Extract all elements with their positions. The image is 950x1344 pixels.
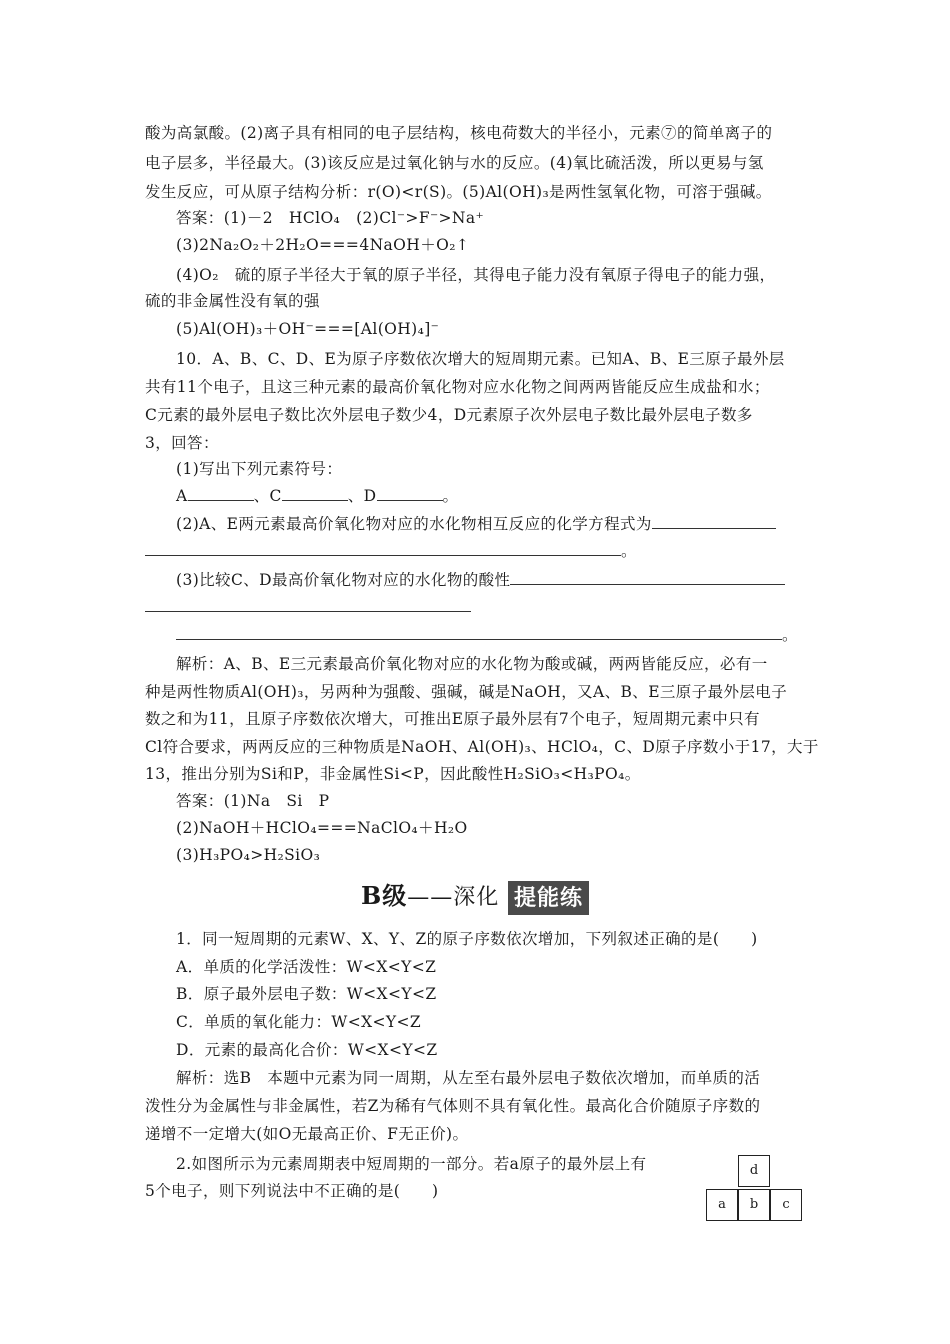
analysis-line: 种是两性物质Al(OH)₃，另两种为强酸、强碱，碱是NaOH，又A、B、E三原子最外层电子	[145, 683, 788, 701]
analysis-line: 数之和为11，且原子序数依次增大，可推出E原子最外层有7个电子，短周期元素中只有	[145, 710, 760, 728]
heading-highlight: 提能练	[508, 881, 589, 915]
answer-line: (3)2Na₂O₂＋2H₂O===4NaOH＋O₂↑	[176, 236, 470, 254]
question-10-part3	[176, 570, 841, 590]
option-a: A．单质的化学活泼性：W<X<Y<Z	[176, 958, 437, 976]
answer-blank[interactable]	[176, 625, 782, 640]
period: 。	[782, 626, 798, 644]
answer-line: (3)H₃PO₄>H₂SiO₃	[176, 846, 321, 864]
question-10-line: 10．A、B、C、D、E为原子序数依次增大的短周期元素。已知A、B、E三原子最外层	[176, 350, 785, 368]
cell-c: c	[770, 1189, 802, 1221]
analysis-line: 解析：选B 本题中元素为同一周期，从左至右最外层电子数依次增加，而单质的活	[176, 1069, 761, 1087]
question-10-part2	[176, 514, 841, 534]
heading-dash: ——	[407, 885, 454, 910]
heading-sub: 深化	[453, 885, 500, 910]
period: 。	[442, 487, 459, 505]
answer-line: 答案：(1)Na Si P	[176, 792, 330, 810]
option-d: D．元素的最高化合价：W<X<Y<Z	[176, 1041, 438, 1059]
question-text: (3)比较C、D最高价氧化物对应的水化物的酸性	[176, 571, 511, 589]
period: 。	[621, 542, 637, 560]
analysis-line: 13，推出分别为Si和P，非金属性Si<P，因此酸性H₂SiO₃<H₃PO₄。	[145, 765, 641, 783]
option-c: C．单质的氧化能力：W<X<Y<Z	[176, 1013, 422, 1031]
label-d: 、D	[347, 487, 377, 505]
answer-continuation	[145, 597, 810, 617]
analysis-line: 泼性分为金属性与非金属性，若Z为稀有气体则不具有氧化性。最高化合价随原子序数的	[145, 1097, 761, 1115]
heading-level: B级	[361, 881, 408, 910]
cell-d: d	[738, 1155, 770, 1187]
answer-blank[interactable]	[145, 597, 471, 612]
text-line: 电子层多，半径最大。(3)该反应是过氧化钠与水的反应。(4)氧比硫活泼，所以更易与氢	[145, 154, 764, 172]
periodic-table-fragment	[706, 1155, 806, 1225]
label-c: 、C	[253, 487, 282, 505]
option-b: B．原子最外层电子数：W<X<Y<Z	[176, 985, 437, 1003]
analysis-line: Cl符合要求，两两反应的三种物质是NaOH、Al(OH)₃、HClO₄，C、D原子序数小于17，大于	[145, 738, 819, 756]
answer-blank-c[interactable]	[282, 486, 348, 501]
cell-b: b	[738, 1189, 770, 1221]
fill-in-line	[176, 486, 841, 506]
question-10-line: C元素的最外层电子数比次外层电子数少4，D元素原子次外层电子数比最外层电子数多	[145, 406, 753, 424]
text-line: 酸为高氯酸。(2)离子具有相同的电子层结构，核电荷数大的半径小，元素⑦的简单离子的	[145, 124, 773, 142]
answer-line: (5)Al(OH)₃＋OH⁻===[Al(OH)₄]⁻	[176, 320, 440, 338]
answer-blank[interactable]	[510, 570, 785, 585]
answer-continuation	[176, 625, 841, 645]
section-heading	[0, 876, 950, 916]
text-line: (4)O₂ 硫的原子半径大于氧的原子半径，其得电子能力没有氧原子得电子的能力强，	[176, 266, 776, 284]
question-10-line: 共有11个电子，且这三种元素的最高价氧化物对应水化物之间两两皆能反应生成盐和水；	[145, 378, 770, 396]
answer-blank[interactable]	[145, 541, 621, 556]
label-a: A	[176, 487, 188, 505]
answer-line: 答案：(1)－2 HClO₄ (2)Cl⁻>F⁻>Na⁺	[176, 209, 485, 227]
answer-continuation	[145, 541, 810, 561]
analysis-line: 递增不一定增大(如O无最高正价、F无正价)。	[145, 1125, 469, 1143]
question-10-line: 3，回答：	[145, 434, 219, 452]
answer-line: (2)NaOH＋HClO₄===NaClO₄＋H₂O	[176, 819, 468, 837]
question-2-stem: 5个电子，则下列说法中不正确的是( )	[145, 1182, 439, 1200]
answer-blank[interactable]	[652, 514, 776, 529]
answer-blank-d[interactable]	[377, 486, 443, 501]
question-10-part1: (1)写出下列元素符号：	[176, 460, 343, 478]
question-text: (2)A、E两元素最高价氧化物对应的水化物相互反应的化学方程式为	[176, 515, 652, 533]
text-line: 发生反应，可从原子结构分析：r(O)<r(S)。(5)Al(OH)₃是两性氢氧化物，可溶于强碱。	[145, 183, 772, 201]
answer-blank-a[interactable]	[188, 486, 254, 501]
cell-a: a	[706, 1189, 738, 1221]
text-line: 硫的非金属性没有氧的强	[145, 292, 320, 310]
question-2-stem: 2.如图所示为元素周期表中短周期的一部分。若a原子的最外层上有	[176, 1155, 647, 1173]
analysis-line: 解析：A、B、E三元素最高价氧化物对应的水化物为酸或碱，两两皆能反应，必有一	[176, 655, 768, 673]
question-1-stem: 1．同一短周期的元素W、X、Y、Z的原子序数依次增加，下列叙述正确的是( )	[176, 930, 758, 948]
